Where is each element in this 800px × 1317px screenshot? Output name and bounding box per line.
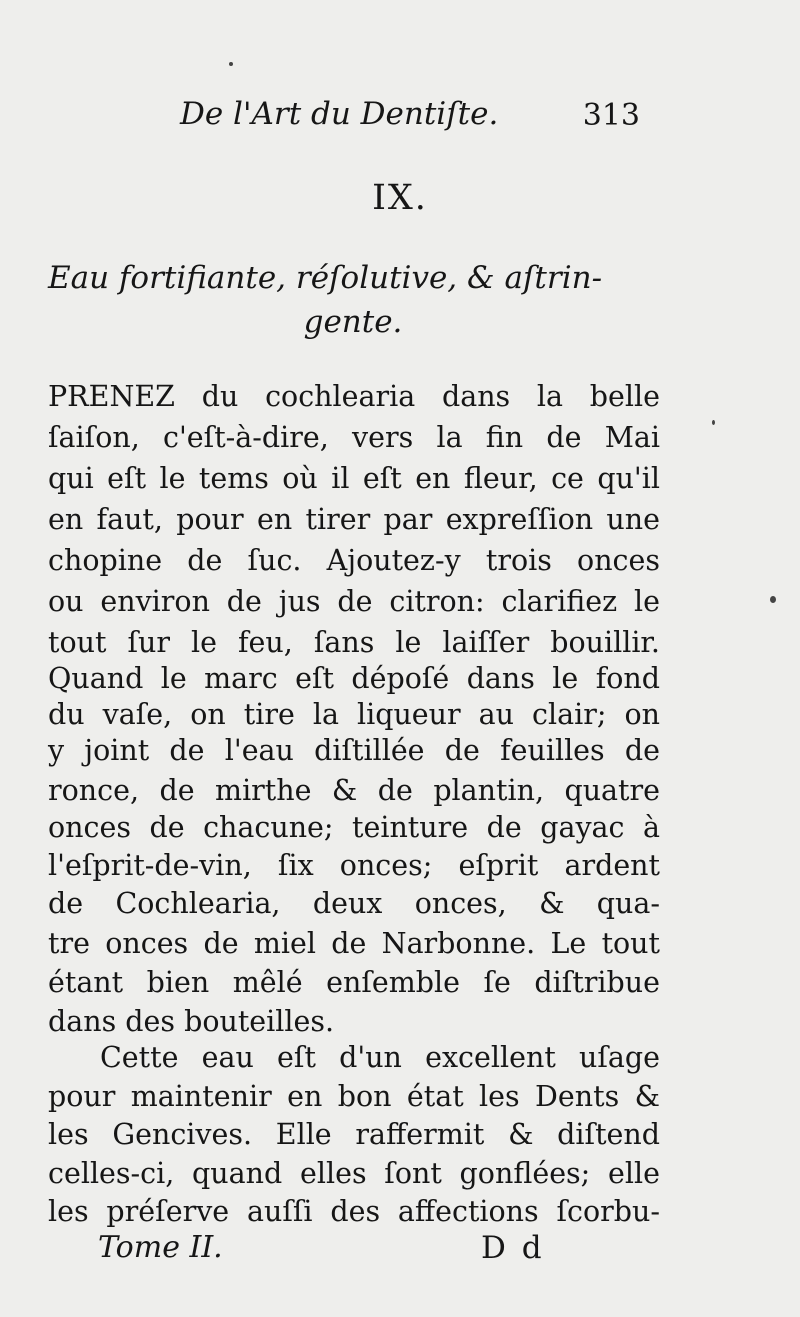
text-line: chopine de ſuc. Ajoutez-y trois onces xyxy=(48,544,660,577)
section-number: IX. xyxy=(372,178,428,218)
text-line: ou environ de jus de citron: clarifiez le xyxy=(48,585,660,618)
text-line: onces de chacune; teinture de gayac à xyxy=(48,811,660,844)
ink-speck xyxy=(712,420,715,425)
text-line: tre onces de miel de Narbonne. Le tout xyxy=(48,927,660,960)
page-footer xyxy=(98,1230,578,1274)
section-heading-line-2: gente. xyxy=(303,304,403,340)
text-line: les Gencives. Elle raffermit & diſtend xyxy=(48,1118,660,1151)
text-line: ſaiſon, c'eſt-à-dire, vers la fin de Mai xyxy=(48,421,660,454)
text-line: l'eſprit-de-vin, ſix onces; eſprit ardent xyxy=(48,849,660,882)
text-line: celles-ci, quand elles ſont gonflées; elle xyxy=(48,1157,660,1190)
text-line: pour maintenir en bon état les Dents & xyxy=(48,1080,660,1113)
running-title: De l'Art du Dentiſte. xyxy=(180,96,499,132)
text-line: tout ſur le feu, ſans le laiſſer bouillir. xyxy=(48,626,660,659)
ink-speck xyxy=(770,596,776,603)
text-line: en faut, pour en tirer par expreſſion une xyxy=(48,503,660,536)
text-line: les préſerve auſſi des affections ſcorbu- xyxy=(48,1195,660,1228)
text-line: du vaſe, on tire la liqueur au clair; on xyxy=(48,698,660,731)
text-line: PRENEZ du cochlearia dans la belle xyxy=(48,380,660,413)
text-line: étant bien mêlé enſemble ſe diſtribue xyxy=(48,966,660,999)
page-number: 313 xyxy=(582,98,640,133)
text-line: ronce, de mirthe & de plantin, quatre xyxy=(48,774,660,807)
text-line: Cette eau eſt d'un excellent uſage xyxy=(100,1041,660,1074)
signature-mark: D d xyxy=(481,1230,545,1266)
text-line: dans des bouteilles. xyxy=(48,1005,335,1038)
ink-speck xyxy=(229,62,233,66)
page-header xyxy=(180,96,660,146)
text-line: y joint de l'eau diſtillée de feuilles de xyxy=(48,734,660,767)
text-line: Quand le marc eſt dépoſé dans le fond xyxy=(48,662,660,695)
volume-label: Tome II. xyxy=(98,1230,223,1265)
text-line: qui eſt le tems où il eſt en fleur, ce qu'il xyxy=(48,462,660,495)
text-line: de Cochlearia, deux onces, & qua- xyxy=(48,887,660,920)
section-heading-line-1: Eau fortifiante, réſolutive, & aſtrin- xyxy=(48,260,603,296)
